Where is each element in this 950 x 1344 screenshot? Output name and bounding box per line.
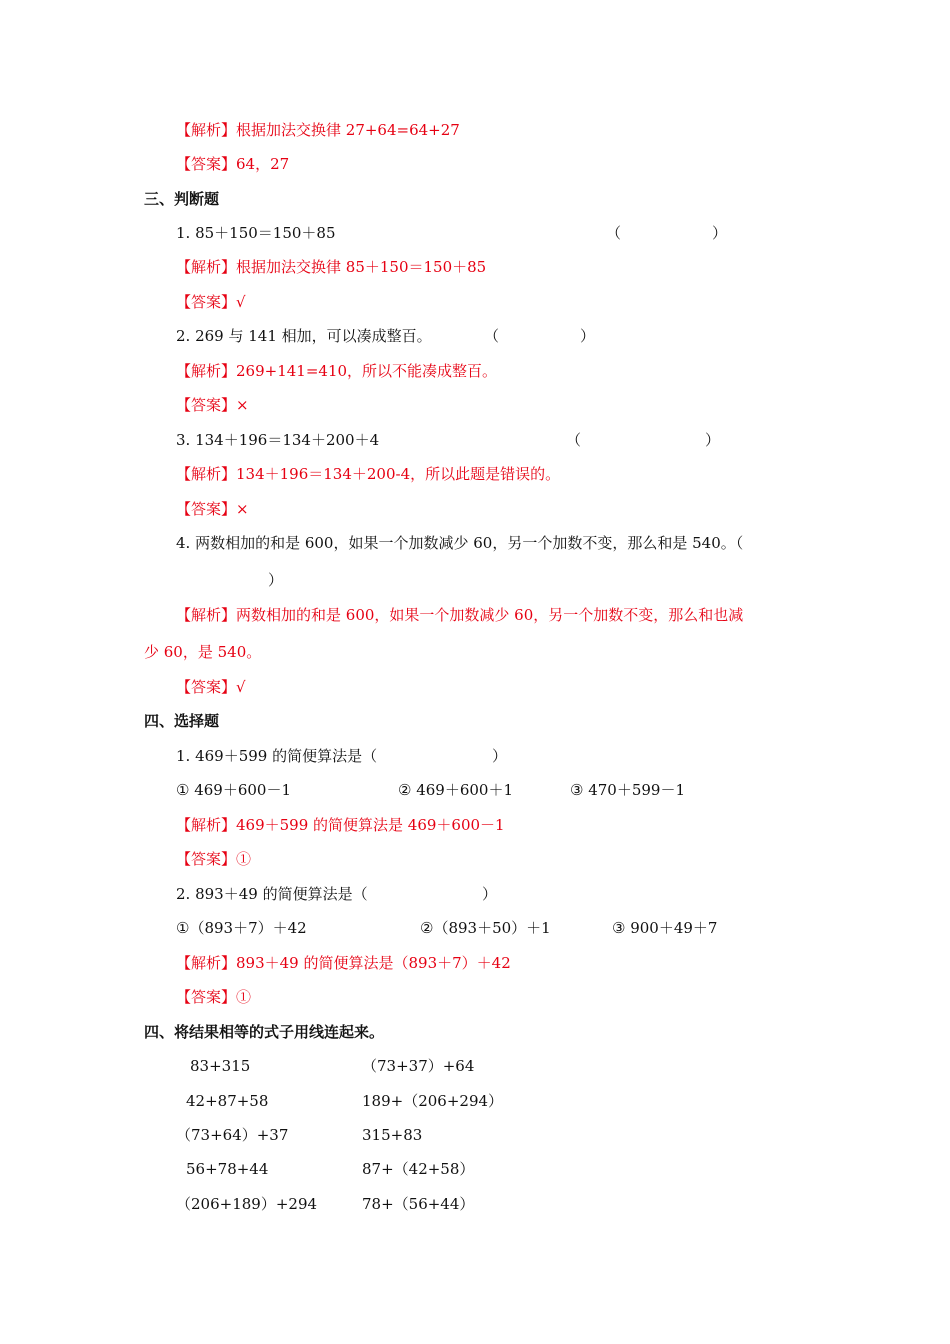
s4-q2-option-2: ②（893＋50）＋1 <box>420 919 551 937</box>
s4-q1-text: 1. 469＋599 的简便算法是（ <box>176 747 378 765</box>
s3-q3-answer: 【答案】× <box>176 500 249 518</box>
s3-q4-analysis-line2: 少 60，是 540。 <box>144 643 262 661</box>
s3-q3-text: 3. 134＋196＝134＋200＋4 <box>176 431 380 449</box>
s3-q2-paren-left: （ <box>484 327 500 345</box>
s3-q2-answer: 【答案】× <box>176 396 249 414</box>
s4-q2-text: 2. 893＋49 的简便算法是（ <box>176 885 368 903</box>
s4-q1-option-3: ③ 470＋599－1 <box>570 781 686 799</box>
pre-analysis: 【解析】根据加法交换律 27+64=64+27 <box>176 121 460 139</box>
pre-answer: 【答案】64，27 <box>176 155 290 173</box>
s3-q1-answer: 【答案】√ <box>176 293 246 311</box>
s4-q2-option-3: ③ 900＋49＋7 <box>612 919 718 937</box>
right-expression: 87+（42+58） <box>362 1160 475 1178</box>
section3-title: 三、判断题 <box>144 190 220 208</box>
s3-q4-text: 4. 两数相加的和是 600，如果一个加数减少 60，另一个加数不变，那么和是 540。（ <box>176 534 744 552</box>
s4-q1-answer: 【答案】① <box>176 850 252 868</box>
s3-q2-paren-right: ） <box>580 327 596 345</box>
s4-q1-paren-right: ） <box>492 747 508 765</box>
s3-q1-paren-left: （ <box>606 224 622 242</box>
right-expression: （73+37）+64 <box>362 1057 475 1075</box>
s3-q4-paren-right: ） <box>268 571 284 589</box>
right-expression: 189+（206+294） <box>362 1092 504 1110</box>
s4-q2-paren-right: ） <box>482 885 498 903</box>
s3-q3-paren-left: （ <box>566 431 582 449</box>
section4-title: 四、选择题 <box>144 712 220 730</box>
s3-q1-text: 1. 85＋150＝150＋85 <box>176 224 336 242</box>
section5-title: 四、将结果相等的式子用线连起来。 <box>144 1023 385 1041</box>
s3-q1-paren-right: ） <box>712 224 728 242</box>
s4-q1-option-1: ① 469＋600－1 <box>176 781 292 799</box>
s3-q4-answer: 【答案】√ <box>176 678 246 696</box>
s4-q1-analysis: 【解析】469＋599 的简便算法是 469＋600－1 <box>176 816 505 834</box>
left-expression: （206+189）+294 <box>176 1195 318 1213</box>
s3-q1-analysis: 【解析】根据加法交换律 85＋150＝150＋85 <box>176 258 487 276</box>
s4-q2-analysis: 【解析】893＋49 的简便算法是（893＋7）＋42 <box>176 954 511 972</box>
s4-q2-answer: 【答案】① <box>176 988 252 1006</box>
s4-q2-option-1: ①（893＋7）＋42 <box>176 919 307 937</box>
right-expression: 315+83 <box>362 1126 423 1144</box>
s3-q3-analysis: 【解析】134＋196＝134＋200-4，所以此题是错误的。 <box>176 465 561 483</box>
left-expression: （73+64）+37 <box>176 1126 289 1144</box>
s4-q1-option-2: ② 469＋600＋1 <box>398 781 514 799</box>
s3-q2-text: 2. 269 与 141 相加，可以凑成整百。 <box>176 327 432 345</box>
s3-q2-analysis: 【解析】269+141=410，所以不能凑成整百。 <box>176 362 498 380</box>
left-expression: 42+87+58 <box>186 1092 269 1110</box>
s3-q3-paren-right: ） <box>705 431 721 449</box>
left-expression: 83+315 <box>190 1057 251 1075</box>
s3-q4-analysis-line1: 【解析】两数相加的和是 600，如果一个加数减少 60，另一个加数不变，那么和也减 <box>176 606 744 624</box>
left-expression: 56+78+44 <box>186 1160 269 1178</box>
right-expression: 78+（56+44） <box>362 1195 475 1213</box>
